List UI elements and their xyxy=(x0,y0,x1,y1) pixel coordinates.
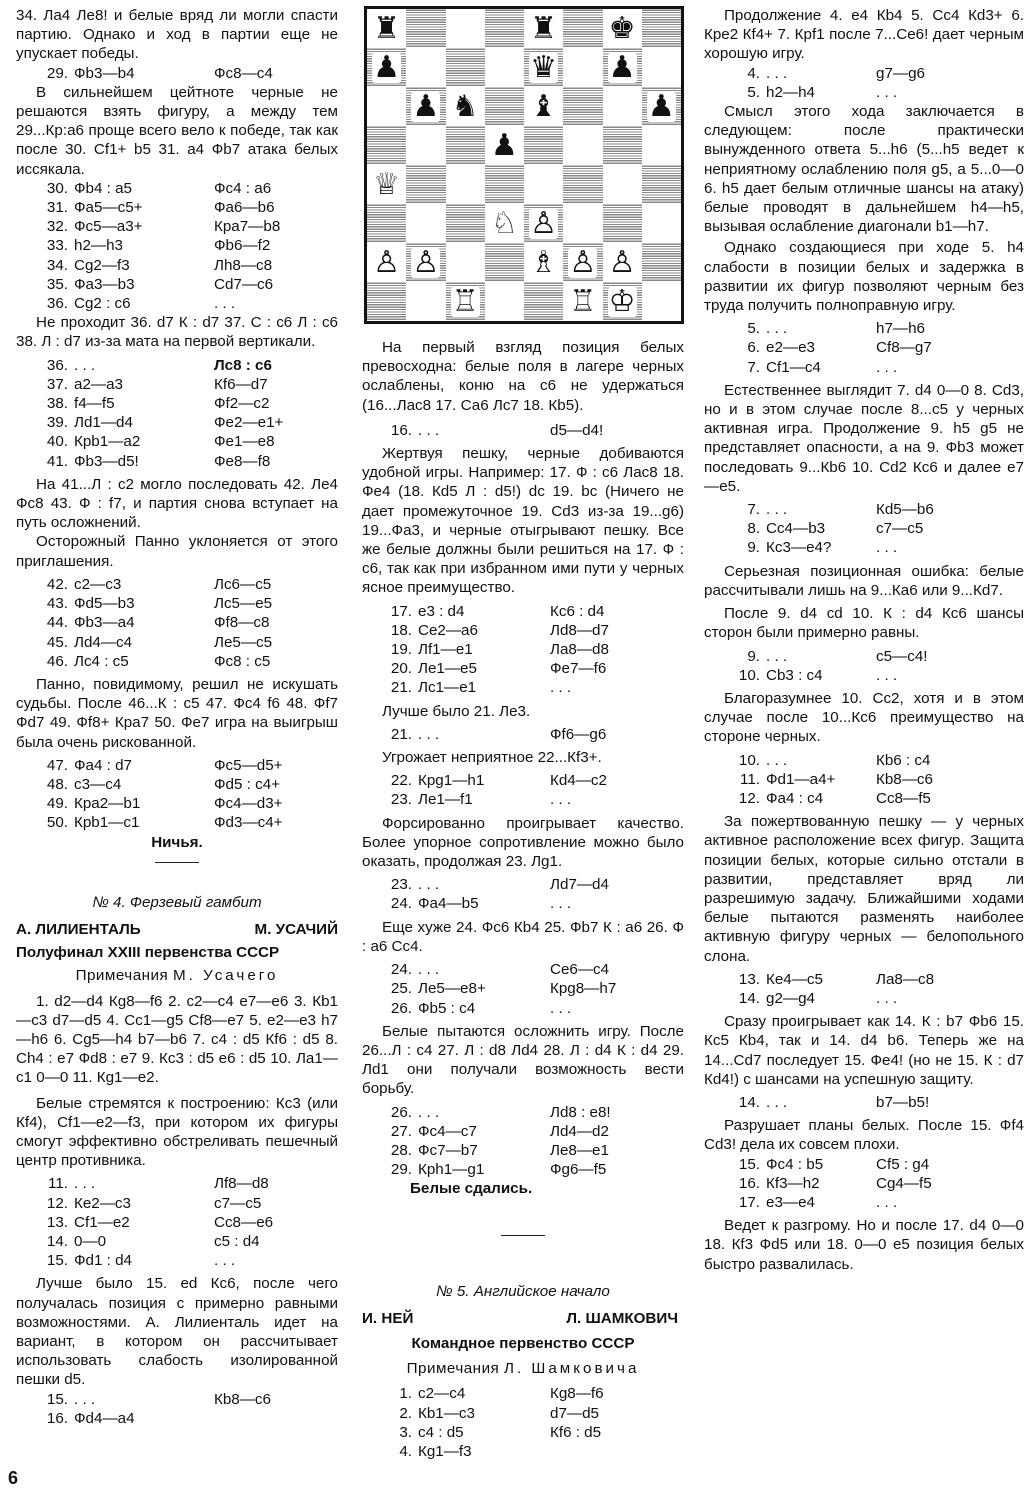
move-row: 11. . . . Лf8—d8 xyxy=(48,1175,269,1193)
paragraph: На первый взгляд позиция белых превосходна: белые поля в лагере черных ослаблены, коню на с6 не удержаться (16...Лас8 17. Са6 Лс7 18. Кb5). xyxy=(362,339,684,414)
board-square xyxy=(524,165,563,204)
move-row: 5. . . . h7—h6 xyxy=(747,320,925,338)
board-square xyxy=(524,243,563,282)
move-row: 32. Фc5—а3+ Кра7—b8 xyxy=(46,218,281,236)
move-row: 15. . . . Кb8—c6 xyxy=(46,1390,271,1408)
move-row: 26. . . . Лd8 : е8! xyxy=(390,1103,611,1121)
board-square xyxy=(603,282,642,321)
paragraph: Осторожный Панно уклоняется от этого приглашения. xyxy=(16,533,338,570)
board-square xyxy=(446,9,485,48)
move-row: 48. c3—c4 Фd5 : c4+ xyxy=(46,775,281,793)
white-pawn-icon: ♙ xyxy=(569,244,597,280)
move-list xyxy=(16,179,338,313)
board-square xyxy=(563,48,602,87)
move-list xyxy=(16,756,338,833)
white-player: И. НЕЙ xyxy=(362,1309,414,1327)
board-square xyxy=(642,282,681,321)
board-square xyxy=(603,243,642,282)
move-row: 23. . . . Лd7—d4 xyxy=(390,876,609,894)
move-row: 4. Кg1—f3 xyxy=(399,1442,472,1460)
move-list xyxy=(704,970,1024,1008)
paragraph: Естественнее выглядит 7. d4 0—0 8. Cd3, но и в этом случае после 8...с5 у черных активная игра. Продолжение 9. h5 g5 не представляет опасности, а на 9. Фb3 может последовать 9...Кb6 10. Cd2 Кс6 и далее е7—е5. xyxy=(704,381,1024,495)
board-square xyxy=(406,48,445,87)
paragraph: Ведет к разгрому. Но и после 17. d4 0—0 18. Кf3 Фd5 или 18. 0—0 е5 позиция белых быстро развалилась. xyxy=(704,1217,1024,1273)
black-pawn-icon: ♟ xyxy=(647,88,675,124)
move-row: 36. . . . Лc8 : c6 xyxy=(46,356,272,374)
board-square xyxy=(446,204,485,243)
move-row: 29. Фb3—b4 Фc8—c4 xyxy=(46,64,273,82)
black-pawn-icon: ♟ xyxy=(608,49,636,85)
move-list xyxy=(704,751,1024,809)
board-square xyxy=(642,87,681,126)
white-knight-icon: ♘ xyxy=(490,205,518,241)
paragraph: За пожертвованную пешку — у черных активное расположение всех фигур. Защита позиции белых, которые сильно отстали в развитии, представляет вряд ли разрешимую задачу. Ближайшими ходами белые пытаются разменять наиболее активную фигуру черных — белопольного слона. xyxy=(704,813,1024,965)
board-square xyxy=(485,204,524,243)
column-3 xyxy=(704,6,1024,1274)
move-row: 15. Фc4 : b5 Cf5 : g4 xyxy=(738,1155,930,1173)
board-square xyxy=(367,165,406,204)
move-row: 16. Фd4—а4 xyxy=(46,1409,135,1427)
paragraph: После 9. d4 cd 10. К : d4 Кс6 шансы сторон были примерно равны. xyxy=(704,605,1024,642)
black-pawn-icon: ♟ xyxy=(412,88,440,124)
board-square xyxy=(485,48,524,87)
move-row: 7. . . . Кd5—b6 xyxy=(747,501,934,519)
move-row: 45. Лd4—c4 Ле5—c5 xyxy=(46,633,273,651)
move-row: 19. Лf1—е1 Ла8—d8 xyxy=(390,641,609,659)
move-row: 33. h2—h3 Фb6—f2 xyxy=(46,237,271,255)
board-square xyxy=(485,9,524,48)
move-row: 30. Фb4 : а5 Фc4 : а6 xyxy=(46,179,272,197)
move-row: 16. Кf3—h2 Cg4—f5 xyxy=(738,1174,932,1192)
board-square xyxy=(603,48,642,87)
board-square xyxy=(367,204,406,243)
move-row: 2. Кb1—c3 d7—d5 xyxy=(399,1404,599,1422)
paragraph: Не проходит 36. d7 К : d7 37. С : с6 Л : с6 38. Л : d7 из-за мата на первой вертикали. xyxy=(16,314,338,351)
white-pawn-icon: ♙ xyxy=(608,244,636,280)
board-square xyxy=(524,9,563,48)
move-row: 12. Фа4 : c4 Cc8—f5 xyxy=(738,789,931,807)
paragraph: Еще хуже 24. Фс6 Кb4 25. Фb7 К : а6 26. Ф : а6 Сс4. xyxy=(362,918,684,955)
move-row: 40. Крb1—а2 Фе1—е8 xyxy=(46,433,275,451)
paragraph: Панно, повидимому, решил не искушать судьбы. После 46...К : с5 47. Фс4 f6 48. Фf7 Фd7 49. Фf8+ Кра7 50. Фе7 игра на выигрыш была очень рискованной. xyxy=(16,675,338,751)
white-bishop-icon: ♗ xyxy=(530,244,558,280)
move-row: 17. е3 : d4 Кc6 : d4 xyxy=(390,602,605,620)
paragraph: Разрушает планы белых. После 15. Фf4 Cd3! дела их совсем плохи. xyxy=(704,1117,1024,1154)
paragraph: На 41...Л : с2 могло последовать 42. Ле4 Фс8 43. Ф : f7, и партия снова вступает на путь осложнений. xyxy=(16,475,338,532)
move-list xyxy=(362,771,684,809)
move-row: 9. . . . c5—c4! xyxy=(747,647,928,665)
move-list xyxy=(362,1384,684,1461)
paragraph: Белые стремятся к построению: Кс3 (или Кf4), Cf1—е2—f3, при котором их фигуры смогут эффективно обстреливать пешечный центр противника. xyxy=(16,1094,338,1170)
black-queen-icon: ♛ xyxy=(530,49,558,85)
move-list xyxy=(362,602,684,698)
white-player: А. ЛИЛИЕНТАЛЬ xyxy=(16,920,141,938)
board-square xyxy=(603,126,642,165)
board-square xyxy=(446,243,485,282)
move-row: 3. c4 : d5 Кf6 : d5 xyxy=(399,1423,602,1441)
board-square xyxy=(563,282,602,321)
move-list xyxy=(362,1103,684,1180)
move-row: 16. . . . d5—d4! xyxy=(390,421,604,439)
board-square xyxy=(563,87,602,126)
board-square xyxy=(406,204,445,243)
move-row: 35. Фа3—b3 Cd7—c6 xyxy=(46,275,274,293)
paragraph: Лучше было 15. еd Кс6, после чего получалась позиция с примерно равными возможностями. А. Лилиенталь идет на вариант, в котором он рассчитывает использовать слабость изолированной пешки d5. xyxy=(16,1275,338,1389)
move-list xyxy=(704,500,1024,558)
paragraph: Жертвуя пешку, черные добиваются удобной игры. Например: 17. Ф : с6 Лас8 18. Фе4 (18. Кd5 Л : d5!) dc 19. bc (Ничего не дает промежуточное 19. Cd3 из-за 19...g6) 19...Фа3, и черные отыгрывают пешку. Все же белые должны были решиться на 17. Ф : с6, так как при избранном ими пути у черных ясное преимущество. xyxy=(362,445,684,597)
move-row: 23. Ле1—f1 . . . xyxy=(390,791,572,809)
paragraph: Сразу проигрывает как 14. К : b7 Фb6 15. Кс5 Кb4, так и 14. d4 b6. Теперь же на 14...Cd7 последует 15. Фе4! (но не 15. К : d7 Кd4!) с шансами на успешную защиту. xyxy=(704,1013,1024,1088)
paragraph: Продолжение 4. е4 Кb4 5. Сс4 Кd3+ 6. Кре2 Кf4+ 7. Крf1 после 7...Се6! дает черным хорошую игру. xyxy=(704,7,1024,63)
board-square xyxy=(367,9,406,48)
move-row: 31. Фа5—c5+ Фа6—b6 xyxy=(46,199,275,217)
move-list xyxy=(16,356,338,471)
white-king-icon: ♔ xyxy=(608,283,636,319)
paragraph: Серьезная позиционная ошибка: белые рассчитывали лишь на 9...Ка6 или 9...Кd7. xyxy=(704,562,1024,599)
move-row: 28. Фc7—b7 Ле8—е1 xyxy=(390,1141,609,1159)
move-row: 38. f4—f5 Фf2—c2 xyxy=(46,395,270,413)
annotator: Примечания Л. Шамковича xyxy=(406,1360,640,1378)
event-name: Полуфинал XXIII первенства СССР xyxy=(16,944,280,962)
move-list xyxy=(16,1174,338,1270)
black-bishop-icon: ♝ xyxy=(530,88,558,124)
move-row: 46. Лc4 : c5 Фc8 : c5 xyxy=(46,652,271,670)
white-pawn-icon: ♙ xyxy=(373,244,401,280)
move-row: 5. h2—h4 . . . xyxy=(747,83,898,101)
board-square xyxy=(563,204,602,243)
board-square xyxy=(603,9,642,48)
board-square xyxy=(524,48,563,87)
divider xyxy=(501,1235,545,1236)
paragraph: Угрожает неприятное 22...Кf3+. xyxy=(382,749,602,767)
board-square xyxy=(485,243,524,282)
board-square xyxy=(642,48,681,87)
paragraph: Смысл этого хода заключается в следующем: после практически вынужденного ответа 5...h6 (5...h5 ведет к неприятному ослаблению поля g5, а 5...0—0 6. h5 дает белым отличные шансы на атаку) белые проводят в дальнейшем h4—h5, вызывая ослабление диагонали b1—h7. xyxy=(704,103,1024,236)
white-rook-icon: ♖ xyxy=(569,283,597,319)
players xyxy=(362,1309,684,1328)
game-title: № 4. Ферзевый гамбит xyxy=(92,893,262,911)
move-row: 41. Фb3—d5! Фе8—f8 xyxy=(46,452,271,470)
divider xyxy=(155,862,199,863)
board-square xyxy=(603,165,642,204)
move-row: 10. Cb3 : c4 . . . xyxy=(738,666,898,684)
move-row: 37. а2—а3 Кf6—d7 xyxy=(46,375,268,393)
paragraph: Форсированно проигрывает качество. Более упорное сопротивление можно было оказать, продолжая 23. Лg1. xyxy=(362,814,684,871)
move-row: 49. Кра2—b1 Фc4—d3+ xyxy=(46,795,283,813)
move-row: 15. Фd1 : d4 . . . xyxy=(46,1252,236,1270)
board-square xyxy=(485,165,524,204)
board-square xyxy=(446,87,485,126)
white-pawn-icon: ♙ xyxy=(530,205,558,241)
black-rook-icon: ♜ xyxy=(530,10,558,46)
paragraph: 1. d2—d4 Кg8—f6 2. c2—c4 е7—е6 3. Кb1—c3 d7—d5 4. Cc1—g5 Cf8—е7 5. е2—е3 h7—h6 6. Cg5—h4 b7—b6 7. c4 : d5 Кf6 : d5 8. Ch4 : е7 Фd8 : е7 9. Кc3 : d5 е6 : d5 10. Ла1—c1 0—0 11. Кg1—е2. xyxy=(16,992,338,1087)
move-row: 14. . . . b7—b5! xyxy=(738,1093,930,1111)
move-row: 1. c2—c4 Кg8—f6 xyxy=(399,1385,604,1403)
column-1 xyxy=(16,6,338,1428)
board-square xyxy=(367,87,406,126)
board-square xyxy=(524,282,563,321)
paragraph: 34. Ла4 Ле8! и белые вряд ли могли спасти партию. Однако и ход в партии еще не упускает победы. xyxy=(16,7,338,63)
paragraph: Однако создающиеся при ходе 5. h4 слабости в позиции белых и задержка в развитии их фигур позволяют черным без труда получить полноправную игру. xyxy=(704,239,1024,315)
board-square xyxy=(563,9,602,48)
move-row: 17. е3—е4 . . . xyxy=(738,1193,898,1211)
board-square xyxy=(367,282,406,321)
move-row: 4. . . . g7—g6 xyxy=(747,64,925,82)
move-row: 6. е2—е3 Cf8—g7 xyxy=(747,339,932,357)
board-square xyxy=(406,282,445,321)
board-square xyxy=(367,243,406,282)
black-player: М. УСАЧИЙ xyxy=(254,920,338,938)
board-square xyxy=(446,126,485,165)
white-rook-icon: ♖ xyxy=(451,283,479,319)
move-row: 27. Фc4—c7 Лd4—d2 xyxy=(390,1122,609,1140)
move-list xyxy=(16,1390,338,1428)
move-list xyxy=(16,575,338,671)
page-number: 6 xyxy=(8,1468,19,1488)
board-square xyxy=(446,48,485,87)
move-row: 13. Ке4—c5 Ла8—c8 xyxy=(738,970,935,988)
column-2 xyxy=(362,6,684,1461)
move-row: 8. Cc4—b3 c7—c5 xyxy=(747,520,924,538)
paragraph: В сильнейшем цейтноте черные не решаются взять фигуру, а между тем 29...Кр:а6 проще всего вело к победе, так как после 30. Cf1+ b5 31. а4 Фb7 атака белых иссякала. xyxy=(16,83,338,178)
move-row: 13. Cf1—е2 Cc8—е6 xyxy=(46,1213,274,1231)
board-square xyxy=(524,87,563,126)
black-rook-icon: ♜ xyxy=(373,10,401,46)
annotator: Примечания М. Усачего xyxy=(75,967,279,985)
move-row: 36. Cg2 : c6 . . . xyxy=(46,295,236,313)
board-square xyxy=(642,165,681,204)
move-row: 18. Cе2—а6 Лd8—d7 xyxy=(390,621,609,639)
board-square xyxy=(446,282,485,321)
move-list xyxy=(704,64,1024,102)
board-square xyxy=(642,204,681,243)
board-square xyxy=(485,126,524,165)
move-row: 20. Ле1—е5 Фе7—f6 xyxy=(390,660,607,678)
move-list xyxy=(704,319,1024,377)
move-row: 14. 0—0 c5 : d4 xyxy=(46,1232,260,1250)
move-row: 39. Лd1—d4 Фе2—е1+ xyxy=(46,414,284,432)
game-title: № 5. Английское начало xyxy=(436,1282,610,1300)
chess-board-diagram xyxy=(364,6,684,324)
black-player: Л. ШАМКОВИЧ xyxy=(566,1309,678,1327)
move-row: 14. g2—g4 . . . xyxy=(738,989,898,1007)
move-list xyxy=(704,1155,1024,1213)
board-square xyxy=(485,87,524,126)
board-square xyxy=(367,126,406,165)
board-square xyxy=(642,243,681,282)
move-row: 43. Фd5—b3 Лc5—е5 xyxy=(46,595,273,613)
move-row: 26. Фb5 : c4 . . . xyxy=(390,999,572,1017)
game-result: Белые сдались. xyxy=(410,1180,533,1198)
move-row: 21. . . . Фf6—g6 xyxy=(390,725,607,743)
move-row: 29. Крh1—g1 Фg6—f5 xyxy=(390,1161,607,1179)
move-row: 9. Кc3—е4? . . . xyxy=(747,539,898,557)
paragraph: Белые пытаются осложнить игру. После 26...Л : с4 27. Л : d8 Лd4 28. Л : d4 К : d4 29. Лd1 они получали возможность вести борьбу. xyxy=(362,1022,684,1098)
move-row: 12. Ке2—c3 c7—c5 xyxy=(46,1194,262,1212)
paragraph: Благоразумнее 10. Сс2, хотя и в этом случае после 10...Кс6 преимущество на стороне черных. xyxy=(704,689,1024,746)
board-square xyxy=(642,9,681,48)
move-row: 50. Крb1—c1 Фd3—c4+ xyxy=(46,814,283,832)
board-square xyxy=(406,87,445,126)
board-square xyxy=(603,87,642,126)
board-square xyxy=(485,282,524,321)
paragraph: Лучше было 21. Ле3. xyxy=(382,702,531,720)
black-king-icon: ♚ xyxy=(608,10,636,46)
move-row: 44. Фb3—а4 Фf8—c8 xyxy=(46,614,270,632)
event-name: Командное первенство СССР xyxy=(411,1334,635,1352)
black-pawn-icon: ♟ xyxy=(490,127,518,163)
board-square xyxy=(563,243,602,282)
move-row: 24. Фа4—b5 . . . xyxy=(390,895,572,913)
board-square xyxy=(406,126,445,165)
move-row: 42. c2—c3 Лc6—c5 xyxy=(46,575,272,593)
board-square xyxy=(563,126,602,165)
move-list xyxy=(362,960,684,1018)
move-row: 25. Ле5—е8+ Крg8—h7 xyxy=(390,980,617,998)
board-square xyxy=(446,165,485,204)
move-list xyxy=(362,875,684,913)
move-row: 47. Фа4 : d7 Фc5—d5+ xyxy=(46,756,283,774)
board-square xyxy=(563,165,602,204)
players xyxy=(16,920,338,939)
board-square xyxy=(642,126,681,165)
board-square xyxy=(603,204,642,243)
board-square xyxy=(406,9,445,48)
white-pawn-icon: ♙ xyxy=(412,244,440,280)
move-row: 10. . . . Кb6 : c4 xyxy=(738,751,931,769)
move-row: 11. Фd1—а4+ Кb8—c6 xyxy=(740,770,933,788)
board-square xyxy=(406,165,445,204)
move-row: 21. Лc1—е1 . . . xyxy=(390,679,572,697)
move-row: 22. Крg1—h1 Кd4—c2 xyxy=(390,772,607,790)
board-square xyxy=(524,204,563,243)
game-result: Ничья. xyxy=(151,833,203,851)
black-pawn-icon: ♟ xyxy=(373,49,401,85)
move-row: 34. Cg2—f3 Лh8—c8 xyxy=(46,256,273,274)
white-queen-icon: ♕ xyxy=(373,166,401,202)
black-knight-icon: ♞ xyxy=(451,88,479,124)
move-row: 7. Cf1—c4 . . . xyxy=(747,358,898,376)
move-row: 24. . . . Cе6—c4 xyxy=(390,961,610,979)
board-square xyxy=(406,243,445,282)
board-square xyxy=(367,48,406,87)
board-square xyxy=(524,126,563,165)
